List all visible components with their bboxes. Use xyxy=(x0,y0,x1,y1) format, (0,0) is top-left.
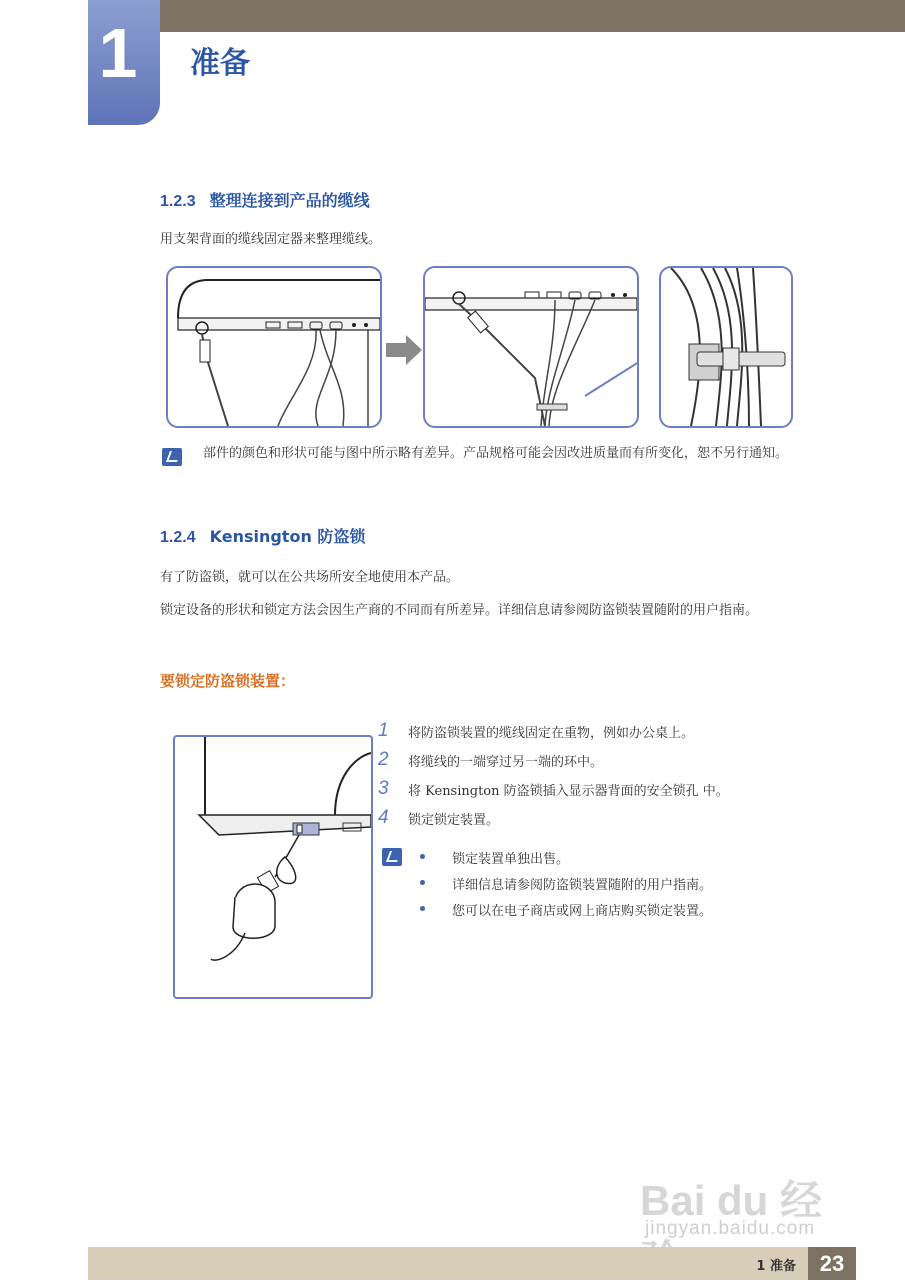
step-number: 4 xyxy=(378,807,389,828)
step-text: 将 Kensington 防盗锁插入显示器背面的安全锁孔 中。 xyxy=(408,784,729,799)
note-item-text: 您可以在电子商店或网上商店购买锁定装置。 xyxy=(452,904,713,919)
note-text: 部件的颜色和形状可能与图中所示略有差异。产品规格可能会因改进质量而有所变化，恕不另行通知。 xyxy=(203,446,789,461)
top-bar xyxy=(88,0,905,32)
chapter-number: 1 xyxy=(98,14,138,92)
bullet-icon xyxy=(420,854,425,859)
step-text: 将防盗锁装置的缆线固定在重物，例如办公桌上。 xyxy=(408,726,695,741)
section-body-2: 锁定设备的形状和锁定方法会因生产商的不同而有所差异。详细信息请参阅防盗锁装置随附的用户指南。 xyxy=(160,603,759,618)
section-number: 1.2.3 xyxy=(160,193,196,210)
watermark xyxy=(640,1150,860,1245)
kensington-lock-figure xyxy=(173,735,373,999)
footer-bar xyxy=(88,1247,856,1280)
step-text: 将缆线的一端穿过另一端的环中。 xyxy=(408,755,604,770)
cable-figure-before xyxy=(166,266,382,428)
section-number: 1.2.4 xyxy=(160,529,196,546)
section-title: Kensington 防盗锁 xyxy=(209,527,366,546)
lock-notes-list xyxy=(420,846,820,924)
step-item xyxy=(378,778,838,807)
note-icon xyxy=(162,448,182,466)
procedure-heading: 要锁定防盗锁装置： xyxy=(160,672,296,690)
step-number: 3 xyxy=(378,778,389,799)
section-heading-1-2-4 xyxy=(160,524,365,547)
section-heading-1-2-3 xyxy=(160,188,370,211)
step-number: 1 xyxy=(378,720,389,741)
cable-clip-zoom xyxy=(659,266,793,428)
section-title: 整理连接到产品的缆线 xyxy=(209,191,370,210)
section-body-1: 有了防盗锁，就可以在公共场所安全地使用本产品。 xyxy=(160,570,460,585)
arrow-icon xyxy=(386,335,422,365)
cable-figure-after xyxy=(423,266,639,428)
list-item xyxy=(420,872,820,898)
chapter-tab xyxy=(88,0,160,125)
section-body: 用支架背面的缆线固定器来整理缆线。 xyxy=(160,232,382,247)
watermark-brand: Bai du 经 xyxy=(640,1177,823,1224)
list-item xyxy=(420,846,820,872)
note-icon xyxy=(382,848,402,866)
steps-list xyxy=(378,720,838,836)
step-text: 锁定锁定装置。 xyxy=(408,813,500,828)
footer-chapter-label: 1 准备 xyxy=(756,1259,796,1274)
step-number: 2 xyxy=(378,749,389,770)
chapter-title: 准备 xyxy=(190,46,250,81)
step-item xyxy=(378,807,838,836)
list-item xyxy=(420,898,820,924)
step-item xyxy=(378,749,838,778)
note-item-text: 锁定装置单独出售。 xyxy=(452,852,570,867)
bullet-icon xyxy=(420,906,425,911)
page-number: 23 xyxy=(808,1247,856,1280)
step-item xyxy=(378,720,838,749)
bullet-icon xyxy=(420,880,425,885)
note-item-text: 详细信息请参阅防盗锁装置随附的用户指南。 xyxy=(452,878,713,893)
watermark-url: jingyan.baidu.com xyxy=(645,1218,816,1239)
